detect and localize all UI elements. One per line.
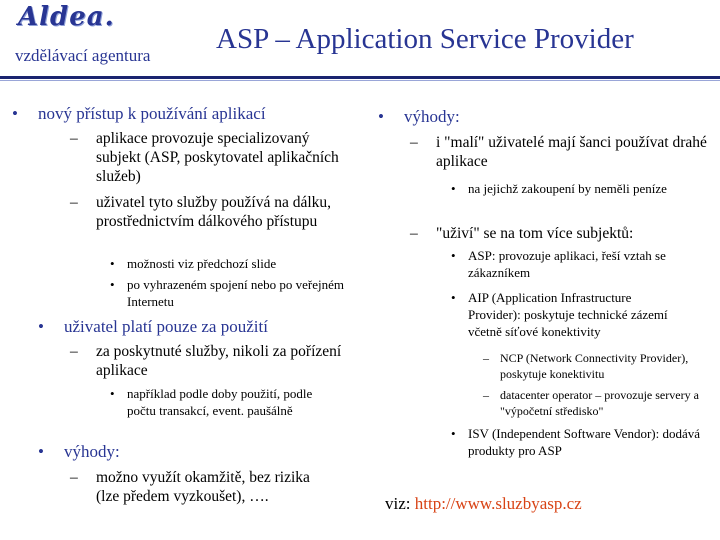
left-bullet-1: [12, 104, 358, 124]
bullet-mark: •: [110, 256, 115, 271]
right-sub-2-b-text: AIP (Application Infrastructure Provider): poskytuje technické zázemí včetně síťové konektivity: [468, 290, 668, 339]
bullet-mark: •: [378, 107, 384, 126]
bullet-mark: •: [451, 248, 456, 263]
right-sub-1-text: i "malí" uživatelé mají šanci používat drahé aplikace: [436, 134, 707, 170]
left-sub-2: [70, 193, 356, 231]
dash-mark: –: [70, 469, 78, 486]
dash-mark: –: [70, 130, 78, 147]
logo-wordmark: Aldea.: [18, 2, 115, 32]
right-sub-2-text: "uživí" se na tom více subjektů:: [436, 225, 634, 242]
dash-mark: –: [70, 194, 78, 211]
left-sub-4: [70, 468, 336, 506]
right-sub-2-c: [451, 425, 708, 459]
right-bullet-1: [378, 107, 704, 127]
slide-title: ASP – Application Service Provider: [216, 23, 634, 55]
left-sub-3-text: za poskytnuté služby, nikoli za pořízení aplikace: [96, 343, 342, 379]
left-sub-3-a: [110, 385, 337, 419]
dash-mark: –: [410, 134, 418, 151]
viz-label: viz:: [385, 494, 411, 513]
dash-mark: –: [483, 388, 489, 402]
left-sub-1-text: aplikace provozuje specializovaný subjekt (ASP, poskytovatel aplikačních služeb): [96, 130, 339, 185]
left-bullet-2: [38, 317, 354, 337]
right-bullet-1-text: výhody:: [404, 107, 460, 126]
right-sub-2-b-ii-text: datacenter operator – provozuje servery a "výpočetní středisko": [500, 388, 699, 418]
right-sub-1: [410, 133, 711, 171]
left-bullet-2-text: uživatel platí pouze za použití: [64, 317, 268, 336]
right-sub-1-a-text: na jejichž zakoupení by neměli peníze: [468, 181, 667, 196]
bullet-mark: •: [38, 442, 44, 461]
left-bullet-3: [38, 442, 354, 462]
bullet-mark: •: [12, 104, 18, 123]
sluzbyasp-link[interactable]: http://www.sluzbyasp.cz: [414, 494, 582, 513]
right-sub-2-b-i-text: NCP (Network Connectivity Provider), poskytuje konektivitu: [500, 351, 689, 381]
left-sub-3: [70, 342, 346, 380]
right-sub-2-b-i: [483, 350, 710, 382]
right-sub-2-a: [451, 247, 708, 281]
dash-mark: –: [70, 343, 78, 360]
left-sub-2-b-text: po vyhrazeném spojení nebo po veřejném Internetu: [127, 277, 344, 309]
right-sub-2: [410, 224, 711, 243]
title-divider: [0, 76, 720, 79]
right-sub-1-a: [451, 180, 688, 197]
logo-tagline: vzdělávací agentura: [15, 46, 151, 65]
left-bullet-1-text: nový přístup k používání aplikací: [38, 104, 266, 123]
bullet-mark: •: [451, 290, 456, 305]
left-sub-2-b: [110, 276, 352, 310]
right-sub-2-c-text: ISV (Independent Software Vendor): dodává produkty pro ASP: [468, 426, 701, 458]
left-sub-2-a-text: možnosti viz předchozí slide: [127, 256, 277, 271]
right-sub-2-a-text: ASP: provozuje aplikaci, řeší vztah se zákazníkem: [468, 248, 666, 280]
bullet-mark: •: [38, 317, 44, 336]
dash-mark: –: [410, 225, 418, 242]
left-sub-1: [70, 129, 356, 186]
aldea-logo: [12, 2, 182, 68]
right-sub-2-b: [451, 289, 683, 340]
dash-mark: –: [483, 351, 489, 365]
bullet-mark: •: [110, 277, 115, 292]
left-bullet-3-text: výhody:: [64, 442, 120, 461]
bullet-mark: •: [110, 386, 115, 401]
reference-line: [385, 494, 582, 514]
right-sub-2-b-ii: [483, 387, 705, 419]
left-sub-2-a: [110, 255, 352, 272]
left-sub-3-a-text: například podle doby použití, podle počtu transakcí, event. paušálně: [127, 386, 313, 418]
title-divider-shadow: [0, 80, 720, 81]
left-sub-2-text: uživatel tyto služby používá na dálku, prostřednictvím dálkového přístupu: [96, 194, 332, 230]
bullet-mark: •: [451, 426, 456, 441]
left-sub-4-text: možno využít okamžitě, bez rizika (lze předem vyzkoušet), ….: [96, 469, 310, 505]
bullet-mark: •: [451, 181, 456, 196]
